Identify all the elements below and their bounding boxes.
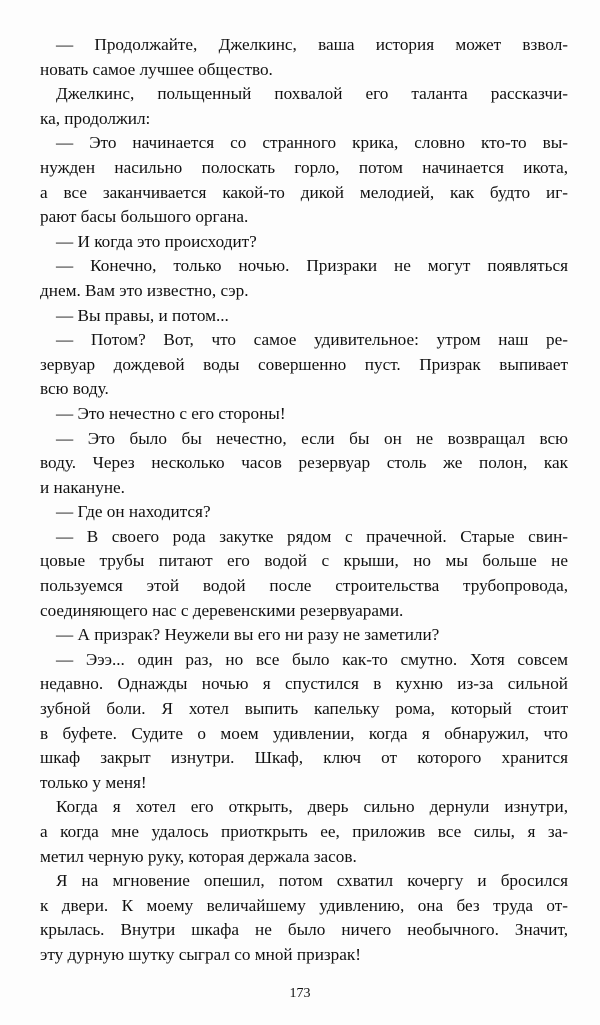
text-line: — В своего рода закутке рядом с прачечной. Старые свин- <box>56 526 568 546</box>
text-line: в буфете. Судите о моем удивлении, когда я обнаружил, что <box>40 723 568 743</box>
text-line: цовые трубы питают его водой с крыши, но мы больше не <box>40 551 568 571</box>
text-line: — Где он находится? <box>56 502 211 522</box>
text-line: — Это было бы нечестно, если бы он не возвращал всю <box>56 428 568 448</box>
text-line: недавно. Однажды ночью я спустился в кухню из-за сильной <box>40 674 568 694</box>
text-line: и накануне. <box>40 477 125 497</box>
text-line: ка, продолжил: <box>40 108 151 128</box>
text-line: воду. Через несколько часов резервуар столь же полон, как <box>40 453 568 473</box>
text-line: всю воду. <box>40 379 109 399</box>
text-line: Когда я хотел его открыть, дверь сильно дернули изнутри, <box>56 797 568 817</box>
text-line: зервуар дождевой воды совершенно пуст. Призрак выпивает <box>40 354 568 374</box>
text-line: — И когда это происходит? <box>56 231 257 251</box>
text-line: — Конечно, только ночью. Призраки не могут появляться <box>56 256 568 276</box>
text-line: а когда мне удалось приоткрыть ее, приложив все силы, я за- <box>40 822 568 841</box>
text-line: Джелкинс, польщенный похвалой его таланта рассказчи- <box>56 84 568 104</box>
text-line: — А призрак? Неужели вы его ни разу не заметили? <box>56 625 440 645</box>
page-number: 173 <box>289 986 311 1001</box>
text-line: пользуемся этой водой после строительства трубопровода, <box>40 576 568 596</box>
text-line: — Эээ... один раз, но все было как-то смутно. Хотя совсем <box>56 649 568 669</box>
text-line: новать самое лучшее общество. <box>40 59 273 79</box>
text-line: а все заканчивается какой-то дикой мелодией, как будто иг- <box>40 182 568 202</box>
text-line: крылась. Внутри шкафа не было ничего необычного. Значит, <box>40 920 568 940</box>
text-line: — Продолжайте, Джелкинс, ваша история может взвол- <box>56 35 568 54</box>
text-line: Я на мгновение опешил, потом схватил кочергу и бросился <box>56 871 568 891</box>
text-line: — Потом? Вот, что самое удивительное: утром наш ре- <box>56 330 568 350</box>
text-line: эту дурную шутку сыграл со мной призрак! <box>40 944 361 964</box>
text-line: рают басы большого органа. <box>40 207 249 227</box>
text-line: зубной боли. Я хотел выпить капельку рома, который стоит <box>40 699 568 719</box>
text-line: шкаф закрыт изнутри. Шкаф, ключ от которого хранится <box>40 748 568 768</box>
text-line: — Вы правы, и потом... <box>56 305 229 325</box>
text-line: — Это нечестно с его стороны! <box>56 403 286 423</box>
text-line: только у меня! <box>40 772 147 792</box>
text-line: нужден насильно полоскать горло, потом начинается икота, <box>40 157 568 177</box>
text-line: соединяющего нас с деревенскими резервуарами. <box>40 600 404 620</box>
body-text <box>40 33 568 968</box>
text-line: днем. Вам это известно, сэр. <box>40 280 249 300</box>
text-line: метил черную руку, которая держала засов. <box>40 846 357 866</box>
text-line: к двери. К моему величайшему удивлению, она без труда от- <box>40 895 568 915</box>
text-line: — Это начинается со странного крика, словно кто-то вы- <box>56 133 568 153</box>
